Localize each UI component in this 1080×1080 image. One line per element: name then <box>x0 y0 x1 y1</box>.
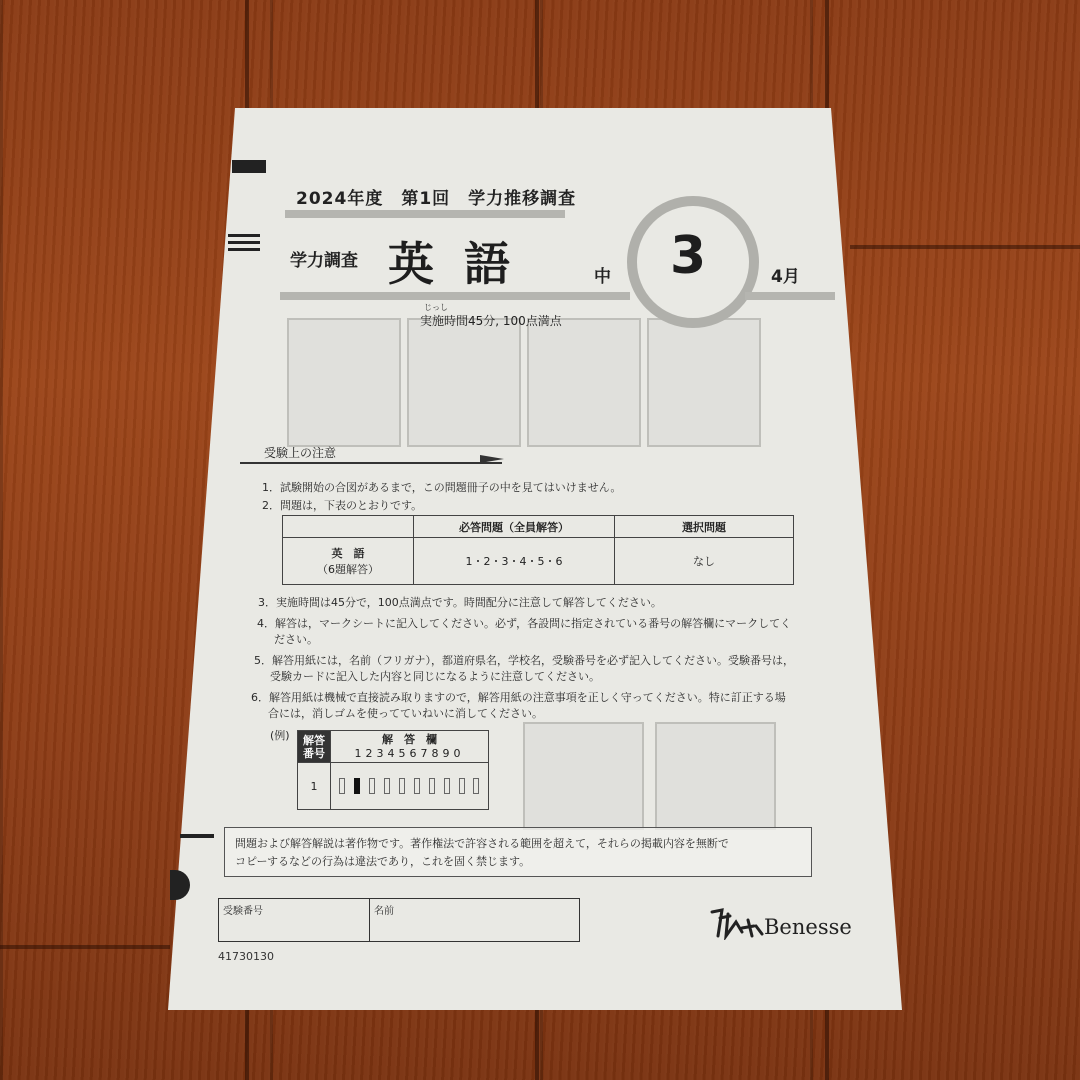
answer-number-header <box>298 731 331 763</box>
answer-column-title: 解 答 欄 <box>382 732 437 746</box>
example-label: (例) <box>270 729 290 742</box>
subject-band <box>745 292 835 300</box>
name-form <box>218 898 580 942</box>
duration-text: 実施時間45分, 100点満点 <box>420 314 562 328</box>
notes-rule <box>240 462 502 464</box>
digit: 5 <box>398 746 410 760</box>
note-item-6-cont: 合には，消しゴムを使ってていねいに消してください。 <box>268 707 543 720</box>
bubble <box>429 778 435 794</box>
answer-bubbles <box>331 763 489 810</box>
table-cell-required: 1・2・3・4・5・6 <box>414 538 615 585</box>
copyright-notice <box>224 827 812 877</box>
table-header-required: 必答問題（全員解答） <box>414 516 615 538</box>
faint-illustration <box>523 722 644 830</box>
faint-illustration <box>655 722 776 830</box>
note-item-1: 1．試験開始の合図があるまで，この問題冊子の中を見てはいけません。 <box>262 481 622 494</box>
digit-row <box>331 747 488 761</box>
subject-band <box>280 292 630 300</box>
registration-mark <box>228 248 260 251</box>
faint-illustration <box>407 318 521 447</box>
arrow-icon <box>480 455 504 463</box>
table-header-optional: 選択問題 <box>615 516 794 538</box>
question-table <box>282 515 794 585</box>
answer-number-header-2: 番号 <box>303 746 325 760</box>
digit: 4 <box>387 746 399 760</box>
bubble-row <box>331 778 488 794</box>
bubble-filled <box>354 778 360 794</box>
registration-mark <box>232 160 266 173</box>
registration-mark <box>228 234 260 237</box>
table-cell-optional: なし <box>615 538 794 585</box>
answer-column-header <box>331 731 489 763</box>
faint-illustration <box>647 318 761 447</box>
exam-title: 2024年度 第1回 学力推移調査 <box>296 189 577 209</box>
digit: 2 <box>365 746 377 760</box>
bubble <box>459 778 465 794</box>
bubble <box>473 778 479 794</box>
note-item-4: 4．解答は，マークシートに記入してください。必ず，各設問に指定されている番号の解答欄にマークしてく <box>257 617 792 630</box>
registration-mark <box>228 241 260 244</box>
grade-number: 3 <box>670 226 707 286</box>
booklet-code: 41730130 <box>218 950 274 963</box>
answer-example-grid <box>297 730 489 810</box>
registration-mark <box>180 834 214 838</box>
digit: 6 <box>409 746 421 760</box>
note-item-6: 6．解答用紙は機械で直接読み取りますので，解答用紙の注意事項を正しく守ってください。特に訂正する場 <box>251 691 786 704</box>
bubble <box>399 778 405 794</box>
notes-heading: 受験上の注意 <box>264 446 337 460</box>
level-label: 中 <box>594 267 611 287</box>
brand-name: Benesse <box>764 915 852 939</box>
subject-name: 英語 <box>388 237 540 291</box>
note-item-5: 5．解答用紙には，名前（フリガナ），都道府県名，学校名，受験番号を必ず記入してください。受験番号は， <box>254 654 794 667</box>
month-label: 4月 <box>771 267 800 287</box>
note-item-5-cont: 受験カードに記入した内容と同じになるように注意してください。 <box>270 670 600 683</box>
subject-label: 学力調査 <box>290 251 358 271</box>
form-divider <box>369 899 370 941</box>
copyright-line-1: 問題および解答解説は著作物です。著作権法で許容される範囲を超えて，それらの掲載内容を無断で <box>235 837 729 850</box>
faint-illustration <box>527 318 641 447</box>
bubble <box>414 778 420 794</box>
note-item-4-cont: ださい。 <box>274 633 318 646</box>
note-item-3: 3．実施時間は45分で，100点満点です。時間配分に注意して解答してください。 <box>258 596 662 609</box>
bubble <box>369 778 375 794</box>
digit: 1 <box>354 746 366 760</box>
copyright-line-2: コピーするなどの行為は違法であり，これを固く禁じます。 <box>235 855 531 868</box>
answer-number-header-1: 解答 <box>303 733 325 747</box>
title-band <box>285 210 565 218</box>
faint-illustration <box>287 318 401 447</box>
digit: 0 <box>453 746 465 760</box>
subject-cell-sub: （6題解答） <box>317 563 379 576</box>
table-header-blank <box>283 516 414 538</box>
ruby-jisshi: じっし <box>424 303 448 312</box>
benesse-logo <box>708 908 764 944</box>
bubble <box>384 778 390 794</box>
note-item-2: 2．問題は，下表のとおりです。 <box>262 499 423 512</box>
exam-number-label: 受験番号 <box>223 906 263 917</box>
digit: 7 <box>420 746 432 760</box>
table-cell-subject <box>283 538 414 585</box>
answer-row-number: 1 <box>298 763 331 810</box>
benesse-logo-icon <box>708 908 764 940</box>
subject-cell-name: 英 語 <box>331 547 365 560</box>
bubble <box>339 778 345 794</box>
bubble <box>444 778 450 794</box>
digit: 9 <box>442 746 454 760</box>
digit: 8 <box>431 746 443 760</box>
digit: 3 <box>376 746 388 760</box>
name-label: 名前 <box>374 906 394 917</box>
